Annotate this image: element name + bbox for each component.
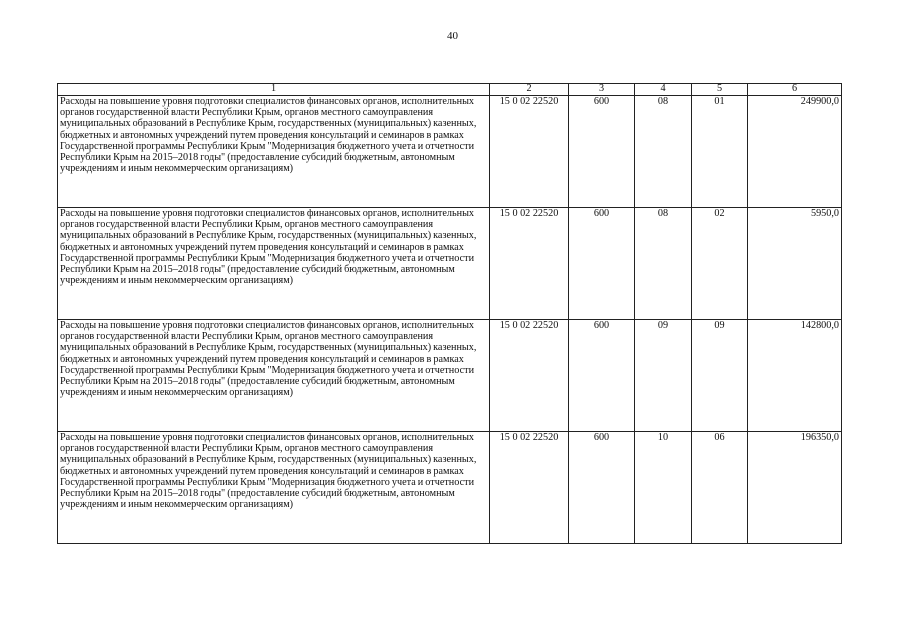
row-subsection: 09 xyxy=(692,320,748,432)
budget-table xyxy=(57,83,842,544)
row-amount: 249900,0 xyxy=(748,96,842,208)
table-row xyxy=(58,96,842,208)
row-target-code: 15 0 02 22520 xyxy=(490,432,569,544)
header-col-6: 6 xyxy=(748,84,842,96)
row-expense-type: 600 xyxy=(569,208,635,320)
row-section: 09 xyxy=(635,320,692,432)
row-target-code: 15 0 02 22520 xyxy=(490,320,569,432)
row-subsection: 02 xyxy=(692,208,748,320)
header-col-5: 5 xyxy=(692,84,748,96)
header-col-1: 1 xyxy=(58,84,490,96)
row-section: 08 xyxy=(635,96,692,208)
row-subsection: 06 xyxy=(692,432,748,544)
table-row xyxy=(58,432,842,544)
page-number: 40 xyxy=(447,30,458,42)
header-col-3: 3 xyxy=(569,84,635,96)
table-row xyxy=(58,208,842,320)
row-section: 10 xyxy=(635,432,692,544)
row-description: Расходы на повышение уровня подготовки специалистов финансовых органов, исполнительных органов государственной власти Республики Крым, органов местного самоуправления муниципальных образований в Республике Крым, государственных (муниципальных) казенных, бюджетных и автономных учреждений путем проведения консультаций и семинаров в рамках Государственной программы Республики Крым "Модернизация бюджетного учета и отчетности Республики Крым на 2015–2018 годы" (предоставление субсидий бюджетным, автономным учреждениям и иным некоммерческим организациям) xyxy=(58,320,490,432)
row-expense-type: 600 xyxy=(569,432,635,544)
row-description: Расходы на повышение уровня подготовки специалистов финансовых органов, исполнительных органов государственной власти Республики Крым, органов местного самоуправления муниципальных образований в Республике Крым, государственных (муниципальных) казенных, бюджетных и автономных учреждений путем проведения консультаций и семинаров в рамках Государственной программы Республики Крым "Модернизация бюджетного учета и отчетности Республики Крым на 2015–2018 годы" (предоставление субсидий бюджетным, автономным учреждениям и иным некоммерческим организациям) xyxy=(58,432,490,544)
row-target-code: 15 0 02 22520 xyxy=(490,96,569,208)
row-amount: 5950,0 xyxy=(748,208,842,320)
row-amount: 196350,0 xyxy=(748,432,842,544)
row-target-code: 15 0 02 22520 xyxy=(490,208,569,320)
row-description: Расходы на повышение уровня подготовки специалистов финансовых органов, исполнительных органов государственной власти Республики Крым, органов местного самоуправления муниципальных образований в Республике Крым, государственных (муниципальных) казенных, бюджетных и автономных учреждений путем проведения консультаций и семинаров в рамках Государственной программы Республики Крым "Модернизация бюджетного учета и отчетности Республики Крым на 2015–2018 годы" (предоставление субсидий бюджетным, автономным учреждениям и иным некоммерческим организациям) xyxy=(58,208,490,320)
row-section: 08 xyxy=(635,208,692,320)
row-description: Расходы на повышение уровня подготовки специалистов финансовых органов, исполнительных органов государственной власти Республики Крым, органов местного самоуправления муниципальных образований в Республике Крым, государственных (муниципальных) казенных, бюджетных и автономных учреждений путем проведения консультаций и семинаров в рамках Государственной программы Республики Крым "Модернизация бюджетного учета и отчетности Республики Крым на 2015–2018 годы" (предоставление субсидий бюджетным, автономным учреждениям и иным некоммерческим организациям) xyxy=(58,96,490,208)
row-amount: 142800,0 xyxy=(748,320,842,432)
table-row xyxy=(58,320,842,432)
header-col-4: 4 xyxy=(635,84,692,96)
row-expense-type: 600 xyxy=(569,96,635,208)
row-subsection: 01 xyxy=(692,96,748,208)
table-header-row xyxy=(58,84,842,96)
header-col-2: 2 xyxy=(490,84,569,96)
row-expense-type: 600 xyxy=(569,320,635,432)
